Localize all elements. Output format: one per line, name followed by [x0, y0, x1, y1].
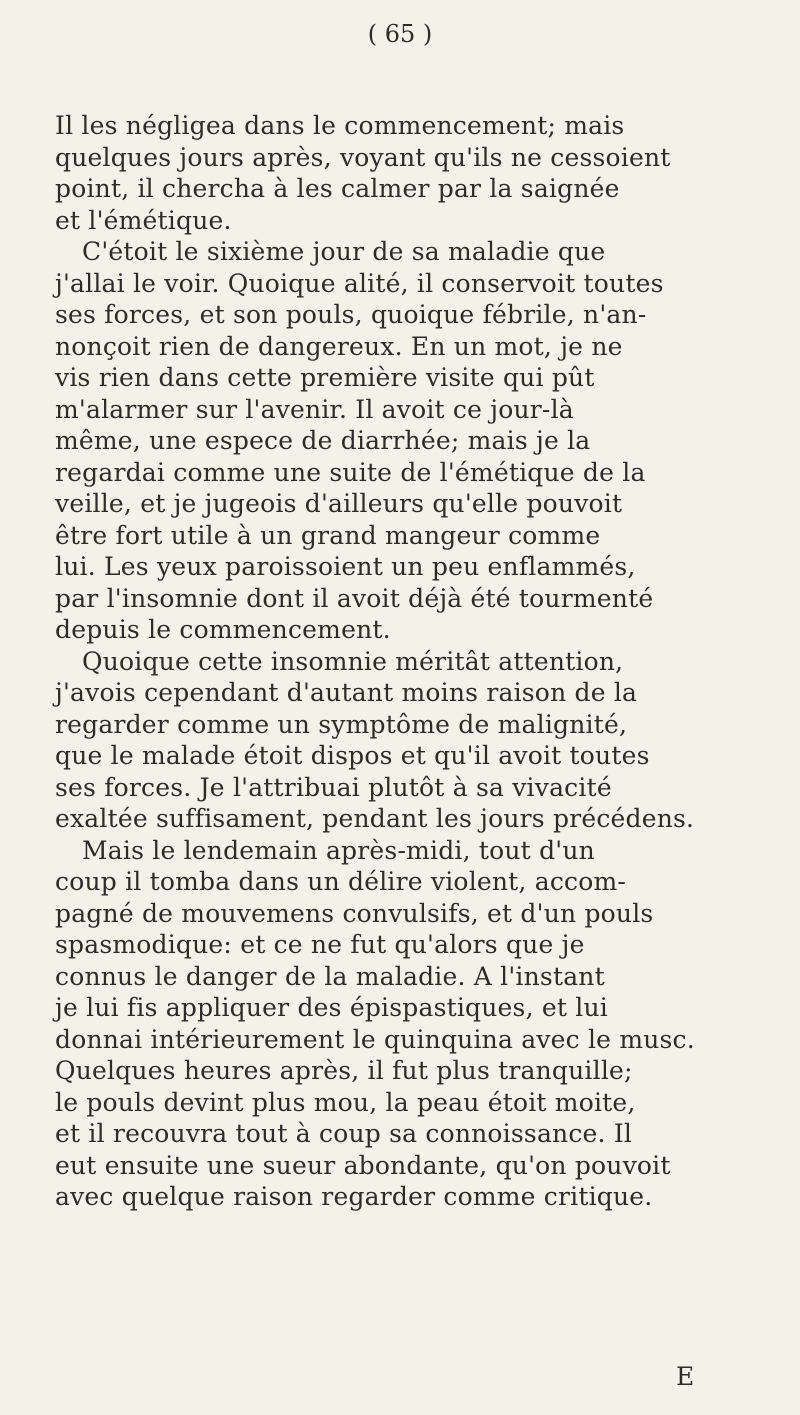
text-line: ses forces, et son pouls, quoique fébrile, n'an-	[55, 300, 647, 329]
catchword: E	[676, 1362, 695, 1391]
text-line: C'étoit le sixième jour de sa maladie que	[82, 237, 606, 266]
text-line: nonçoit rien de dangereux. En un mot, je ne	[55, 331, 623, 361]
text-line: Quoique cette insomnie méritât attention,	[82, 646, 624, 676]
text-line: par l'insomnie dont il avoit déjà été tourmenté	[55, 583, 654, 613]
page-number: ( 65 )	[367, 20, 433, 48]
text-line: Mais le lendemain après-midi, tout d'un	[82, 835, 595, 865]
text-line: et il recouvra tout à coup sa connoissance. Il	[55, 1119, 633, 1148]
text-line: ses forces. Je l'attribuai plutôt à sa vivacité	[55, 772, 612, 802]
text-line: donnai intérieurement le quinquina avec le musc.	[55, 1024, 695, 1054]
text-line: je lui fis appliquer des épispastiques, et lui	[55, 993, 608, 1022]
text-line: exaltée suffisament, pendant les jours précédens.	[55, 804, 695, 833]
text-line: avec quelque raison regarder comme critique.	[55, 1182, 653, 1211]
text-line: veille, et je jugeois d'ailleurs qu'elle pouvoit	[55, 489, 623, 518]
text-line: le pouls devint plus mou, la peau étoit moite,	[55, 1087, 636, 1117]
text-line: et l'émétique.	[55, 205, 232, 235]
text-line: être fort utile à un grand mangeur comme	[55, 520, 601, 550]
text-line: regardai comme une suite de l'émétique de la	[55, 457, 646, 487]
text-line: que le malade étoit dispos et qu'il avoit toutes	[55, 741, 650, 770]
text-line: regarder comme un symptôme de malignité,	[55, 709, 628, 739]
text-line: spasmodique: et ce ne fut qu'alors que je	[55, 930, 585, 959]
text-line: j'allai le voir. Quoique alité, il conservoit toutes	[55, 268, 664, 298]
text-line: même, une espece de diarrhée; mais je la	[55, 426, 591, 455]
text-line: m'alarmer sur l'avenir. Il avoit ce jour-là	[55, 394, 574, 424]
text-line: coup il tomba dans un délire violent, accom-	[55, 867, 627, 896]
text-line: eut ensuite une sueur abondante, qu'on pouvoit	[55, 1150, 671, 1180]
text-line: pagné de mouvemens convulsifs, et d'un pouls	[55, 898, 654, 928]
text-line: Il les négligea dans le commencement; mais	[55, 111, 625, 140]
text-line: quelques jours après, voyant qu'ils ne cessoient	[55, 142, 671, 172]
text-line: vis rien dans cette première visite qui pût	[55, 363, 595, 392]
text-line: point, il chercha à les calmer par la saignée	[55, 174, 620, 203]
text-line: Quelques heures après, il fut plus tranquille;	[55, 1056, 633, 1085]
text-line: j'avois cependant d'autant moins raison de la	[55, 678, 638, 707]
text-line: depuis le commencement.	[55, 615, 391, 644]
text-line: lui. Les yeux paroissoient un peu enflammés,	[55, 552, 636, 581]
text-line: connus le danger de la maladie. A l'instant	[55, 961, 605, 991]
